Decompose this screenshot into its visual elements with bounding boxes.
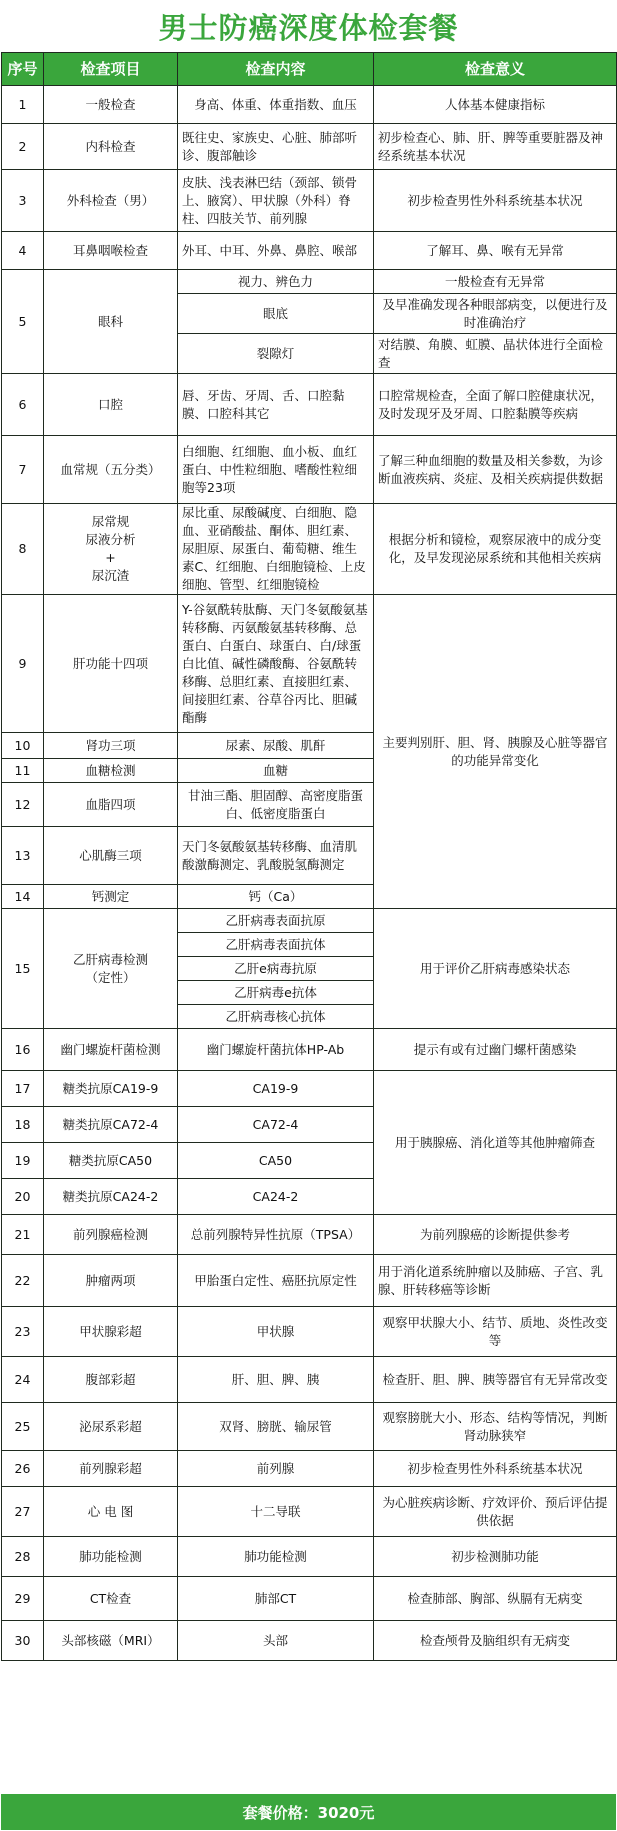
row-no: 12	[2, 783, 44, 827]
table-row	[2, 1357, 617, 1403]
row-content: 甲状腺	[178, 1307, 374, 1357]
row-content: 双肾、膀胱、输尿管	[178, 1403, 374, 1451]
header-item: 检查项目	[44, 53, 178, 86]
header-meaning: 检查意义	[374, 53, 617, 86]
row-content: 钙（Ca）	[178, 885, 374, 909]
table-row	[2, 436, 617, 504]
row-item: 口腔	[44, 374, 178, 436]
row-no: 9	[2, 595, 44, 733]
sub-content: 裂隙灯	[178, 334, 374, 374]
row-meaning: 为前列腺癌的诊断提供参考	[374, 1215, 617, 1255]
row-content: 肝、胆、脾、胰	[178, 1357, 374, 1403]
table-row	[2, 1215, 617, 1255]
row-item: 甲状腺彩超	[44, 1307, 178, 1357]
row-item: 血脂四项	[44, 783, 178, 827]
header-row	[2, 53, 617, 86]
row-item: 眼科	[44, 270, 178, 374]
row-no: 7	[2, 436, 44, 504]
row-content: 唇、牙齿、牙周、舌、口腔黏膜、口腔科其它	[178, 374, 374, 436]
table-row	[2, 504, 617, 595]
table-row	[2, 1621, 617, 1661]
row-content: 肺功能检测	[178, 1537, 374, 1577]
table-row	[2, 374, 617, 436]
row-meaning: 用于评价乙肝病毒感染状态	[374, 909, 617, 1029]
row-item: 肿瘤两项	[44, 1255, 178, 1307]
row-content: 尿素、尿酸、肌酐	[178, 733, 374, 759]
row-meaning: 了解三种血细胞的数量及相关参数，为诊断血液疾病、炎症、及相关疾病提供数据	[374, 436, 617, 504]
row-content: Y-谷氨酰转肽酶、天门冬氨酸氨基转移酶、丙氨酸氨基转移酶、总蛋白、白蛋白、球蛋白、白/球蛋白比值、碱性磷酸酶、谷氨酰转移酶、总胆红素、直接胆红素、间接胆红素、谷草谷丙比、胆碱酯酶	[178, 595, 374, 733]
row-no: 13	[2, 827, 44, 885]
row-item: 内科检查	[44, 124, 178, 170]
row-meaning: 初步检查男性外科系统基本状况	[374, 170, 617, 232]
row-meaning: 根据分析和镜检，观察尿液中的成分变化，及早发现泌尿系统和其他相关疾病	[374, 504, 617, 595]
row-meaning: 用于胰腺癌、消化道等其他肿瘤筛查	[374, 1071, 617, 1215]
row-no: 3	[2, 170, 44, 232]
row-meaning: 检查肺部、胸部、纵膈有无病变	[374, 1577, 617, 1621]
sub-content: 乙肝病毒e抗体	[178, 981, 374, 1005]
row-no: 25	[2, 1403, 44, 1451]
row-item: 心 电 图	[44, 1487, 178, 1537]
row-content: 头部	[178, 1621, 374, 1661]
row-meaning: 人体基本健康指标	[374, 86, 617, 124]
row-item: 前列腺癌检测	[44, 1215, 178, 1255]
table-row	[2, 595, 617, 733]
row-content: 天门冬氨酸氨基转移酶、血清肌酸激酶测定、乳酸脱氢酶测定	[178, 827, 374, 885]
row-content: 身高、体重、体重指数、血压	[178, 86, 374, 124]
row-no: 15	[2, 909, 44, 1029]
sub-content: 乙肝病毒表面抗体	[178, 933, 374, 957]
row-no: 28	[2, 1537, 44, 1577]
sub-content: 眼底	[178, 294, 374, 334]
row-item: 耳鼻咽喉检查	[44, 232, 178, 270]
row-meaning: 检查颅骨及脑组织有无病变	[374, 1621, 617, 1661]
page-title: 男士防癌深度体检套餐	[158, 10, 459, 45]
table-row	[2, 1071, 617, 1107]
sub-content: 乙肝病毒表面抗原	[178, 909, 374, 933]
row-meaning: 观察甲状腺大小、结节、质地、炎性改变等	[374, 1307, 617, 1357]
row-meaning: 用于消化道系统肿瘤以及肺癌、子宫、乳腺、肝转移癌等诊断	[374, 1255, 617, 1307]
row-content: 总前列腺特异性抗原（TPSA）	[178, 1215, 374, 1255]
row-content: 尿比重、尿酸碱度、白细胞、隐血、亚硝酸盐、酮体、胆红素、尿胆原、尿蛋白、葡萄糖、维生素C、红细胞、白细胞镜检、上皮细胞、管型、红细胞镜检	[178, 504, 374, 595]
table-row	[2, 86, 617, 124]
row-content: 皮肤、浅表淋巴结（颈部、锁骨上、腋窝）、甲状腺（外科）脊柱、四肢关节、前列腺	[178, 170, 374, 232]
row-meaning: 主要判别肝、胆、肾、胰腺及心脏等器官的功能异常变化	[374, 595, 617, 909]
row-item: 头部核磁（MRI）	[44, 1621, 178, 1661]
row-no: 8	[2, 504, 44, 595]
row-meaning: 初步检查心、肺、肝、脾等重要脏器及神经系统基本状况	[374, 124, 617, 170]
row-content: CA50	[178, 1143, 374, 1179]
table-row	[2, 124, 617, 170]
row-item: 钙测定	[44, 885, 178, 909]
row-content: CA19-9	[178, 1071, 374, 1107]
row-item: CT检查	[44, 1577, 178, 1621]
row-no: 2	[2, 124, 44, 170]
row-content: 肺部CT	[178, 1577, 374, 1621]
row-item: 糖类抗原CA50	[44, 1143, 178, 1179]
package-price: 套餐价格：3020元	[1, 1794, 616, 1830]
row-item: 糖类抗原CA72-4	[44, 1107, 178, 1143]
table-row	[2, 1403, 617, 1451]
row-meaning: 了解耳、鼻、喉有无异常	[374, 232, 617, 270]
row-no: 1	[2, 86, 44, 124]
row-meaning: 初步检查男性外科系统基本状况	[374, 1451, 617, 1487]
row-no: 23	[2, 1307, 44, 1357]
row-item: 腹部彩超	[44, 1357, 178, 1403]
row-no: 16	[2, 1029, 44, 1071]
row-item: 心肌酶三项	[44, 827, 178, 885]
row-content: 幽门螺旋杆菌抗体HP-Ab	[178, 1029, 374, 1071]
row-no: 27	[2, 1487, 44, 1537]
row-item: 肺功能检测	[44, 1537, 178, 1577]
row-no: 19	[2, 1143, 44, 1179]
table-row	[2, 232, 617, 270]
table-row	[2, 1537, 617, 1577]
row-no: 10	[2, 733, 44, 759]
row-content: 十二导联	[178, 1487, 374, 1537]
row-no: 29	[2, 1577, 44, 1621]
table-row	[2, 270, 617, 294]
row-content: 白细胞、红细胞、血小板、血红蛋白、中性粒细胞、嗜酸性粒细胞等23项	[178, 436, 374, 504]
sub-meaning: 一般检查有无异常	[374, 270, 617, 294]
table-row	[2, 1255, 617, 1307]
table-row	[2, 1487, 617, 1537]
row-meaning: 初步检测肺功能	[374, 1537, 617, 1577]
table-row	[2, 170, 617, 232]
sub-meaning: 及早准确发现各种眼部病变，以便进行及时准确治疗	[374, 294, 617, 334]
row-meaning: 观察膀胱大小、形态、结构等情况，判断肾动脉狭窄	[374, 1403, 617, 1451]
row-no: 24	[2, 1357, 44, 1403]
row-content: 血糖	[178, 759, 374, 783]
row-item: 乙肝病毒检测 （定性）	[44, 909, 178, 1029]
row-content: CA24-2	[178, 1179, 374, 1215]
row-item: 泌尿系彩超	[44, 1403, 178, 1451]
row-item: 血常规（五分类）	[44, 436, 178, 504]
table-row	[2, 1451, 617, 1487]
row-no: 14	[2, 885, 44, 909]
row-content: 前列腺	[178, 1451, 374, 1487]
row-item: 肾功三项	[44, 733, 178, 759]
table-row	[2, 1307, 617, 1357]
row-item: 外科检查（男）	[44, 170, 178, 232]
sub-content: 乙肝e病毒抗原	[178, 957, 374, 981]
row-item: 幽门螺旋杆菌检测	[44, 1029, 178, 1071]
row-no: 11	[2, 759, 44, 783]
table-row	[2, 909, 617, 933]
table-row	[2, 1029, 617, 1071]
header-no: 序号	[2, 53, 44, 86]
row-no: 17	[2, 1071, 44, 1107]
row-meaning: 提示有或有过幽门螺杆菌感染	[374, 1029, 617, 1071]
row-no: 18	[2, 1107, 44, 1143]
row-content: 外耳、中耳、外鼻、鼻腔、喉部	[178, 232, 374, 270]
checkup-table	[1, 52, 617, 1661]
sub-content: 视力、辨色力	[178, 270, 374, 294]
row-no: 5	[2, 270, 44, 374]
row-item: 前列腺彩超	[44, 1451, 178, 1487]
header-content: 检查内容	[178, 53, 374, 86]
row-content: 既往史、家族史、心脏、肺部听诊、腹部触诊	[178, 124, 374, 170]
row-meaning: 检查肝、胆、脾、胰等器官有无异常改变	[374, 1357, 617, 1403]
row-content: 甲胎蛋白定性、癌胚抗原定性	[178, 1255, 374, 1307]
row-item: 肝功能十四项	[44, 595, 178, 733]
sub-content: 乙肝病毒核心抗体	[178, 1005, 374, 1029]
row-no: 4	[2, 232, 44, 270]
row-no: 20	[2, 1179, 44, 1215]
row-no: 6	[2, 374, 44, 436]
row-item: 一般检查	[44, 86, 178, 124]
table-row	[2, 1577, 617, 1621]
row-item: 糖类抗原CA24-2	[44, 1179, 178, 1215]
row-content: 甘油三酯、胆固醇、高密度脂蛋白、低密度脂蛋白	[178, 783, 374, 827]
row-no: 22	[2, 1255, 44, 1307]
row-no: 30	[2, 1621, 44, 1661]
row-no: 26	[2, 1451, 44, 1487]
row-meaning: 为心脏疾病诊断、疗效评价、预后评估提供依据	[374, 1487, 617, 1537]
row-item: 血糖检测	[44, 759, 178, 783]
row-no: 21	[2, 1215, 44, 1255]
row-item: 尿常规 尿液分析 + 尿沉渣	[44, 504, 178, 595]
sub-meaning: 对结膜、角膜、虹膜、晶状体进行全面检查	[374, 334, 617, 374]
row-item: 糖类抗原CA19-9	[44, 1071, 178, 1107]
row-meaning: 口腔常规检查，全面了解口腔健康状况，及时发现牙及牙周、口腔黏膜等疾病	[374, 374, 617, 436]
row-content: CA72-4	[178, 1107, 374, 1143]
